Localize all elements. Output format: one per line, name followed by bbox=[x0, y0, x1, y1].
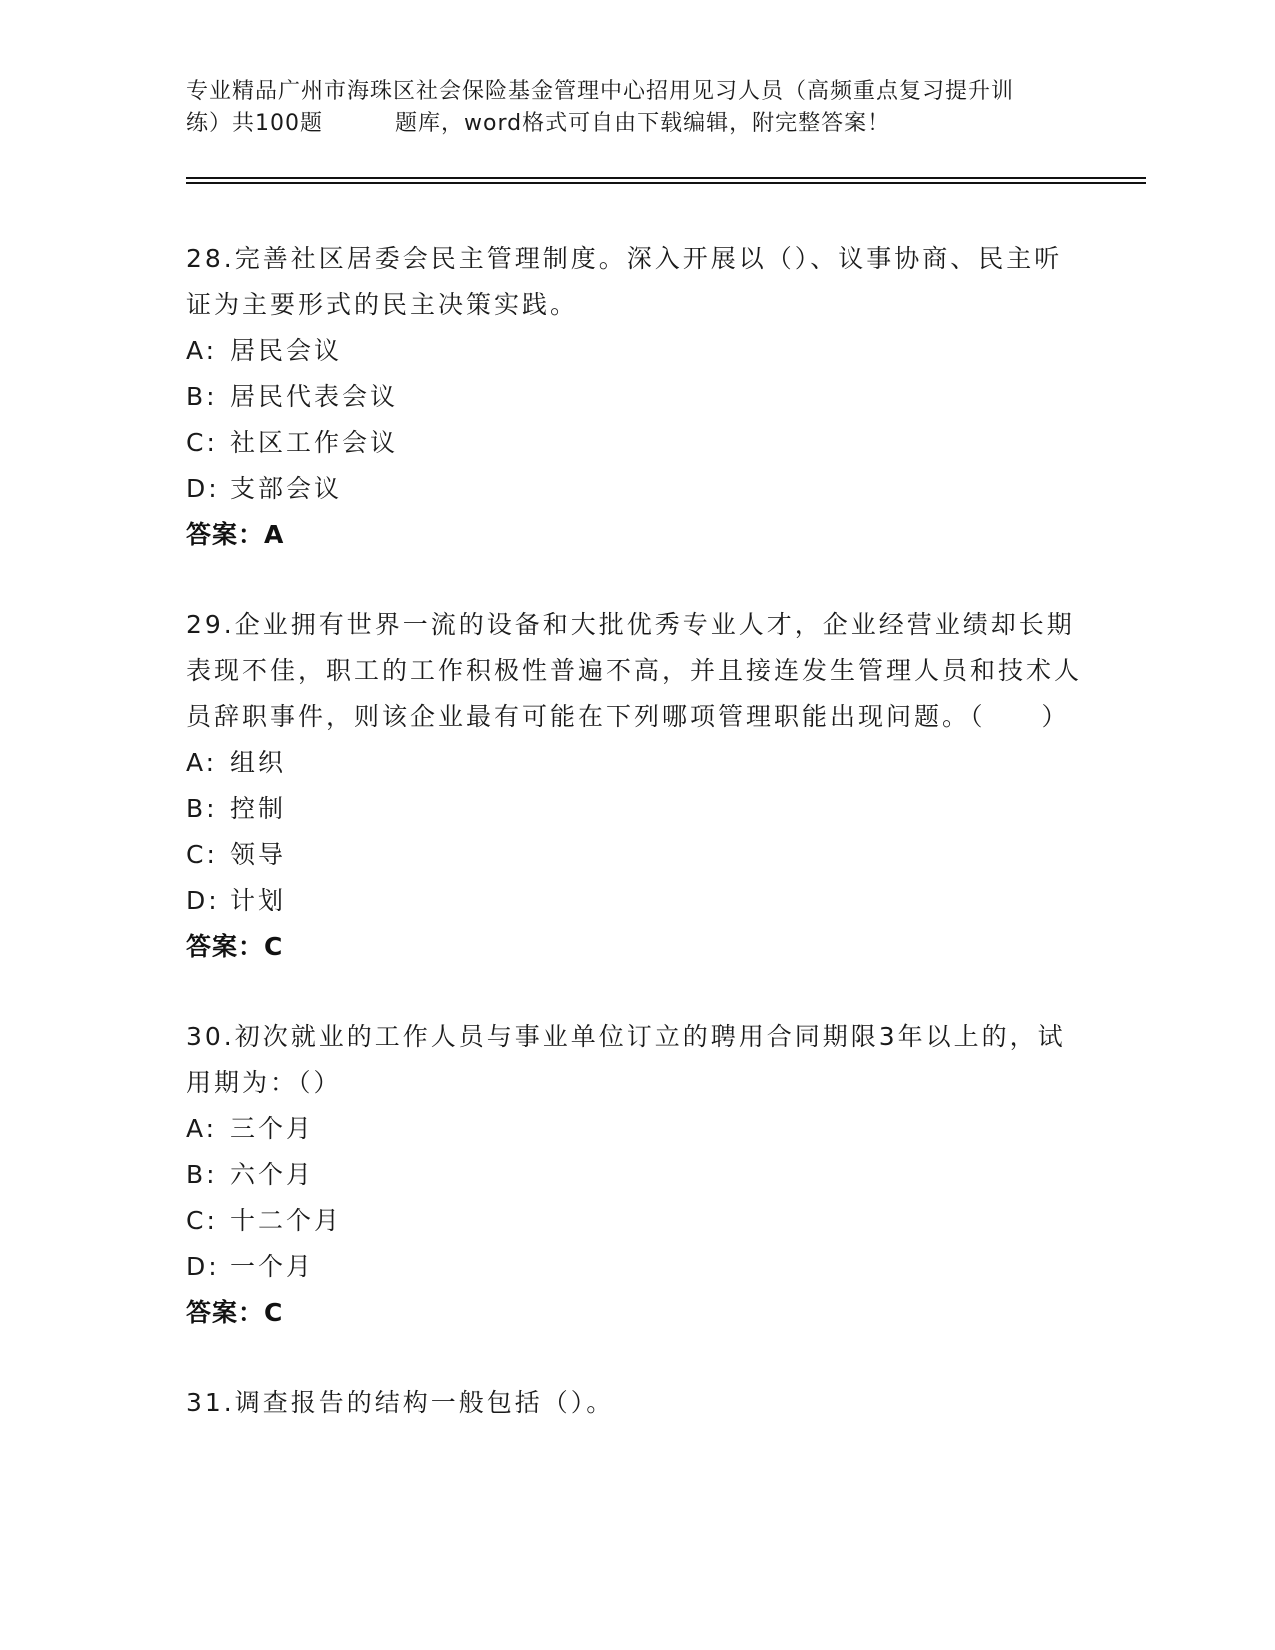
option-c bbox=[186, 420, 1086, 466]
option-text: 领导 bbox=[230, 840, 287, 869]
option-text: 一个月 bbox=[230, 1252, 315, 1281]
question-stem: 30.初次就业的工作人员与事业单位订立的聘用合同期限3年以上的，试用期为：（） bbox=[186, 1022, 1066, 1097]
option-key: D: bbox=[186, 474, 220, 503]
question-stem: 28.完善社区居委会民主管理制度。深入开展以（）、议事协商、民主听证为主要形式的民主决策实践。 bbox=[186, 244, 1063, 319]
option-text: 社区工作会议 bbox=[230, 428, 399, 457]
option-key: B: bbox=[186, 794, 218, 823]
answer-label: 答案：C bbox=[186, 932, 284, 961]
header-rule-bottom bbox=[186, 182, 1146, 184]
option-a bbox=[186, 1106, 1086, 1152]
question-31 bbox=[186, 1380, 1086, 1426]
answer-label: 答案：C bbox=[186, 1298, 284, 1327]
option-b bbox=[186, 786, 1086, 832]
option-key: D: bbox=[186, 886, 220, 915]
question-list bbox=[186, 236, 1086, 1470]
option-c bbox=[186, 832, 1086, 878]
option-key: B: bbox=[186, 382, 218, 411]
option-text: 组织 bbox=[230, 748, 287, 777]
header-line-1: 专业精品广州市海珠区社会保险基金管理中心招用见习人员（高频重点复习提升训 bbox=[186, 79, 1015, 104]
option-text: 居民会议 bbox=[230, 336, 343, 365]
option-d bbox=[186, 1244, 1086, 1290]
header-line-2-right: 题库，word格式可自由下载编辑，附完整答案！ bbox=[395, 111, 891, 136]
question-stem: 31.调查报告的结构一般包括（）。 bbox=[186, 1388, 615, 1417]
option-text: 计划 bbox=[230, 886, 287, 915]
question-stem: 29.企业拥有世界一流的设备和大批优秀专业人才，企业经营业绩却长期表现不佳，职工的工作积极性普遍不高，并且接连发生管理人员和技术人员辞职事件，则该企业最有可能在下列哪项管理职能出现问题。（ ） bbox=[186, 610, 1083, 731]
option-key: B: bbox=[186, 1160, 218, 1189]
option-text: 支部会议 bbox=[230, 474, 343, 503]
option-b bbox=[186, 1152, 1086, 1198]
option-d bbox=[186, 878, 1086, 924]
option-key: C: bbox=[186, 1206, 218, 1235]
option-text: 三个月 bbox=[230, 1114, 315, 1143]
document-header bbox=[186, 76, 1086, 140]
header-rule-top bbox=[186, 177, 1146, 179]
option-c bbox=[186, 1198, 1086, 1244]
option-text: 十二个月 bbox=[230, 1206, 343, 1235]
answer-label: 答案：A bbox=[186, 520, 285, 549]
option-a bbox=[186, 328, 1086, 374]
option-text: 居民代表会议 bbox=[230, 382, 399, 411]
option-text: 控制 bbox=[230, 794, 287, 823]
option-key: D: bbox=[186, 1252, 220, 1281]
option-b bbox=[186, 374, 1086, 420]
option-a bbox=[186, 740, 1086, 786]
question-28 bbox=[186, 236, 1086, 558]
question-30 bbox=[186, 1014, 1086, 1336]
option-d bbox=[186, 466, 1086, 512]
header-line-2 bbox=[186, 108, 1086, 140]
option-key: C: bbox=[186, 840, 218, 869]
option-key: A: bbox=[186, 1114, 218, 1143]
option-key: A: bbox=[186, 748, 218, 777]
option-key: C: bbox=[186, 428, 218, 457]
option-text: 六个月 bbox=[230, 1160, 315, 1189]
option-key: A: bbox=[186, 336, 218, 365]
header-line-2-left: 练）共100题 bbox=[186, 111, 323, 136]
question-29 bbox=[186, 602, 1086, 970]
